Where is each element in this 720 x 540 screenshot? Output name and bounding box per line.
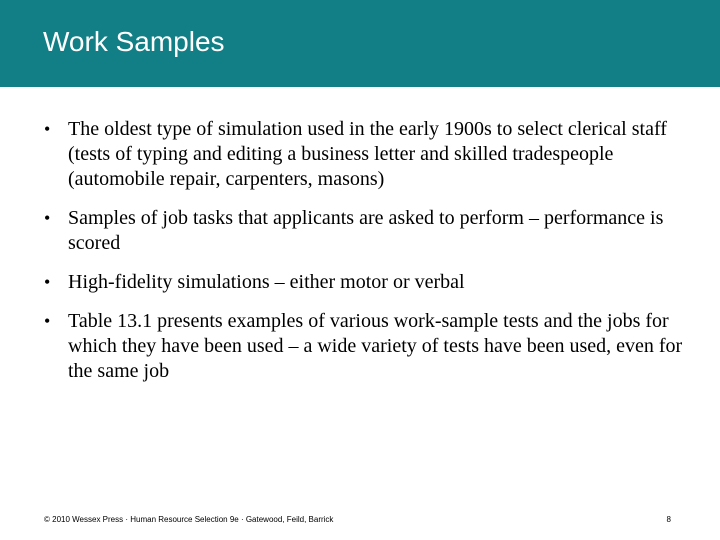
bullet-text-1: The oldest type of simulation used in the early 1900s to select clerical staff (tests of typing and editing a business letter and skilled tradespeople (automobile repair, carpenters, masons) — [68, 118, 667, 190]
bullet-list — [44, 117, 684, 398]
bullet-dot-icon: • — [44, 119, 51, 139]
bullet-item-1 — [44, 117, 684, 192]
bullet-item-4 — [44, 309, 684, 384]
slide-footer — [0, 513, 720, 527]
bullet-dot-icon: • — [44, 311, 51, 331]
page-number: 8 — [666, 515, 671, 524]
bullet-text-4: Table 13.1 presents examples of various work-sample tests and the jobs for which they have been used – a wide variety of tests have been used, even for the same job — [68, 310, 683, 382]
bullet-dot-icon: • — [44, 208, 51, 228]
bullet-item-3 — [44, 270, 684, 295]
bullet-dot-icon: • — [44, 272, 51, 292]
bullet-text-3: High-fidelity simulations – either motor or verbal — [68, 271, 465, 293]
footer-text: © 2010 Wessex Press · Human Resource Selection 9e · Gatewood, Feild, Barrick — [44, 515, 334, 524]
bullet-item-2 — [44, 206, 684, 256]
slide-title: Work Samples — [43, 26, 225, 57]
bullet-text-2: Samples of job tasks that applicants are asked to perform – performance is scored — [68, 207, 664, 254]
slide-header — [0, 0, 720, 87]
